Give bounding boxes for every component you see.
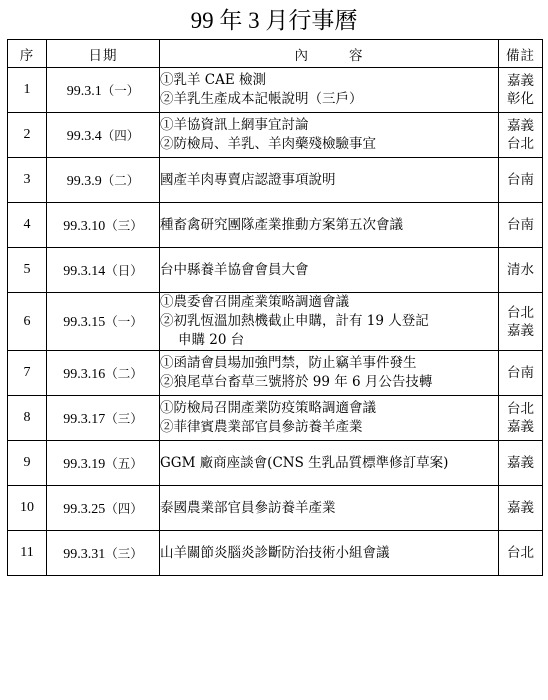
row-location: [499, 396, 543, 441]
row-content: [160, 293, 499, 351]
row-number: 1: [8, 68, 47, 113]
row-date: 99.3.1（一）: [47, 68, 160, 113]
row-number: 5: [8, 248, 47, 293]
row-location: [499, 248, 543, 293]
page-title: 99 年 3 月行事曆: [190, 8, 358, 33]
table-row: [8, 68, 543, 113]
row-content: [160, 351, 499, 396]
header-row: [8, 40, 543, 68]
content-item: ①防檢局召開產業防疫策略調適會議: [160, 400, 376, 416]
row-date: 99.3.31（三）: [47, 531, 160, 576]
header-content: 內 容: [160, 40, 499, 68]
location-item: 嘉義: [507, 73, 534, 89]
table-row: [8, 396, 543, 441]
content-item: ②羊乳生產成本記帳說明（三戶）: [160, 91, 363, 107]
location-item: 嘉義: [507, 118, 534, 134]
table-row: [8, 113, 543, 158]
location-item: 台北: [507, 401, 534, 417]
row-weekday: （一）: [101, 82, 140, 98]
row-number: 9: [8, 441, 47, 486]
content-item: 國產羊肉專賣店認證事項說明: [160, 171, 336, 188]
header-date: 日期: [47, 40, 160, 68]
row-content: [160, 396, 499, 441]
content-item: ①函請會員場加強門禁，防止竊羊事件發生: [160, 355, 417, 371]
row-weekday: （二）: [105, 365, 143, 381]
row-number: 3: [8, 158, 47, 203]
location-item: 台南: [507, 365, 534, 381]
row-content: [160, 248, 499, 293]
content-item: 台中縣養羊協會會員大會: [160, 261, 309, 278]
row-location: [499, 203, 543, 248]
row-date: 99.3.16（二）: [47, 351, 160, 396]
location-item: 台南: [507, 172, 534, 188]
table-row: [8, 293, 543, 351]
row-location: [499, 293, 543, 351]
row-date: 99.3.19（五）: [47, 441, 160, 486]
row-content: [160, 113, 499, 158]
row-weekday: （四）: [101, 127, 140, 143]
location-item: 台南: [507, 217, 534, 233]
row-weekday: （一）: [105, 314, 143, 329]
location-item: 台北: [507, 545, 534, 561]
content-item: 泰國農業部官員參訪養羊產業: [160, 499, 336, 516]
table-row: [8, 351, 543, 396]
content-item: ①乳羊 CAE 檢測: [160, 72, 267, 88]
row-weekday: （日）: [105, 262, 143, 278]
row-weekday: （三）: [105, 410, 143, 426]
row-location: [499, 158, 543, 203]
content-item: 申購 20 台: [178, 332, 245, 348]
content-item: ②防檢局、羊乳、羊肉藥殘檢驗事宜: [160, 136, 376, 152]
row-weekday: （四）: [105, 500, 143, 516]
table-row: [8, 158, 543, 203]
location-item: 嘉義: [507, 419, 534, 435]
content-item: ①羊協資訊上網事宜討論: [160, 117, 309, 133]
row-number: 11: [8, 531, 47, 576]
row-date: 99.3.14（日）: [47, 248, 160, 293]
content-item: GGM 廠商座談會(CNS 生乳品質標準修訂草案): [160, 454, 449, 471]
row-weekday: （三）: [105, 217, 143, 233]
content-item: ①農委會召開產業策略調適會議: [160, 294, 349, 310]
table-row: [8, 203, 543, 248]
row-date: 99.3.15（一）: [47, 293, 160, 351]
row-date: 99.3.4（四）: [47, 113, 160, 158]
table-row: [8, 531, 543, 576]
row-number: 2: [8, 113, 47, 158]
location-item: 嘉義: [507, 322, 534, 339]
row-location: [499, 486, 543, 531]
row-location: [499, 531, 543, 576]
row-content: [160, 68, 499, 113]
row-content: [160, 486, 499, 531]
row-location: [499, 113, 543, 158]
header-no: 序: [8, 40, 47, 68]
content-item: 山羊關節炎腦炎診斷防治技術小組會議: [160, 544, 390, 561]
row-date: 99.3.17（三）: [47, 396, 160, 441]
content-item: ②狼尾草台畜草三號將於 99 年 6 月公告技轉: [160, 374, 433, 390]
row-weekday: （五）: [105, 455, 143, 471]
location-item: 嘉義: [507, 455, 534, 471]
row-number: 4: [8, 203, 47, 248]
row-number: 10: [8, 486, 47, 531]
row-location: [499, 68, 543, 113]
schedule-table: [7, 39, 543, 576]
content-item: ②初乳恆溫加熱機截止申購，計有 19 人登記: [160, 313, 429, 329]
location-item: 嘉義: [507, 500, 534, 516]
location-item: 清水: [507, 262, 534, 278]
row-date: 99.3.10（三）: [47, 203, 160, 248]
row-content: [160, 531, 499, 576]
location-item: 台北: [507, 304, 534, 321]
row-number: 6: [8, 293, 47, 351]
row-number: 8: [8, 396, 47, 441]
row-content: [160, 203, 499, 248]
content-item: ②菲律賓農業部官員參訪養羊產業: [160, 419, 363, 435]
row-location: [499, 351, 543, 396]
location-item: 彰化: [507, 91, 534, 107]
row-date: 99.3.25（四）: [47, 486, 160, 531]
row-weekday: （三）: [105, 545, 143, 561]
row-number: 7: [8, 351, 47, 396]
row-location: [499, 441, 543, 486]
content-item: 種畜禽研究團隊產業推動方案第五次會議: [160, 216, 403, 233]
row-weekday: （二）: [101, 172, 140, 188]
table-row: [8, 486, 543, 531]
row-content: [160, 158, 499, 203]
row-content: [160, 441, 499, 486]
table-row: [8, 441, 543, 486]
header-location: 備註: [499, 40, 543, 68]
row-date: 99.3.9（二）: [47, 158, 160, 203]
location-item: 台北: [507, 136, 534, 152]
table-row: [8, 248, 543, 293]
